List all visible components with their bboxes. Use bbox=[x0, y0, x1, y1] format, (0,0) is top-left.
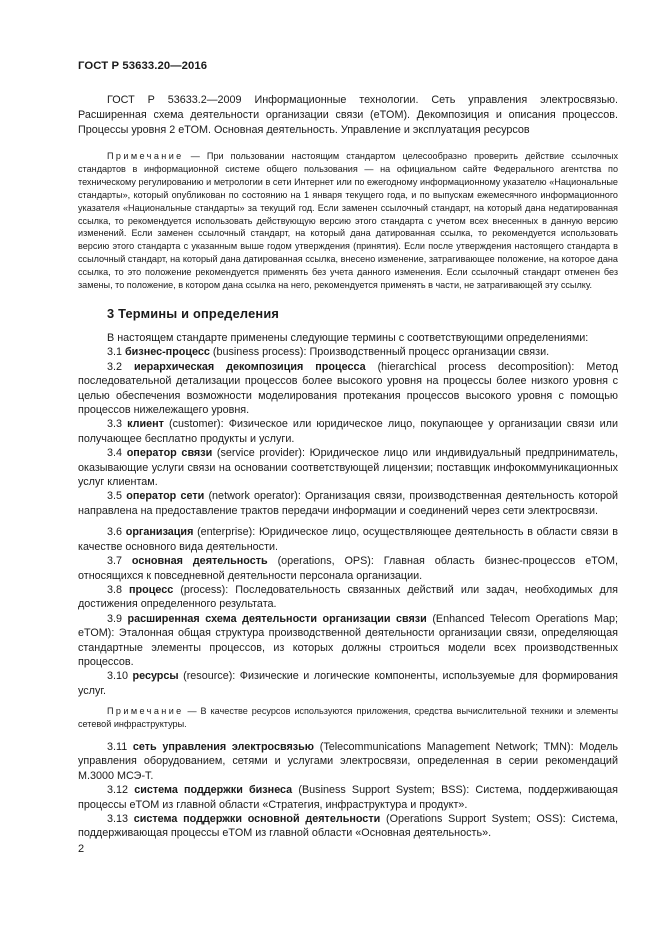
term-3-11: 3.11 сеть управления электросвязью (Telecommunications Management Network; TMN): Модель управления оборудованием, сетями и услугами электросвязи, определенная в серии рекомендаций М.3000 МСЭ-Т. bbox=[78, 740, 619, 782]
terms-list bbox=[78, 331, 618, 841]
term-name: процесс bbox=[129, 583, 174, 596]
term-3-7: 3.7 основная деятельность (operations, OPS): Главная область бизнес-процессов eTOM, относящихся к повседневной деятельности персонала организации. bbox=[78, 555, 618, 582]
document-code-header: ГОСТ Р 53633.20—2016 bbox=[78, 60, 208, 72]
term-name: ресурсы bbox=[132, 670, 179, 683]
term-name: расширенная схема деятельности организации связи bbox=[127, 612, 427, 625]
term-3-6: 3.6 организация (enterprise): Юридическое лицо, осуществляющее деятельность в области связи в качестве основного вида деятельности. bbox=[78, 526, 618, 553]
term-name: организация bbox=[125, 526, 194, 539]
normative-references-note bbox=[78, 150, 618, 292]
note-label: Примечание bbox=[107, 706, 184, 717]
term-3-10: 3.10 ресурсы (resource): Физические и логические компоненты, используемые для формирования услуг. bbox=[78, 670, 618, 697]
term-3-12: 3.12 система поддержки бизнеса (Business Support System; BSS): Система, поддерживающая процессы eTOM из главной области «Стратегия, инфраструктура и продукт». bbox=[78, 784, 619, 811]
note-label: Примечание bbox=[107, 151, 184, 161]
term-3-3: 3.3 клиент (customer): Физическое или юридическое лицо, покупающее у организации связи или получающее бесплатно продукты и услуги. bbox=[78, 418, 619, 445]
reference-standard-entry: ГОСТ Р 53633.2—2009 Информационные технологии. Сеть управления электросвязью. Расширенная схема деятельности организации связи (eTOM). Декомпозиция и описания процессов. Процессы уровня 2 eTOM. Основная деятельность. Управление и эксплуатация ресурсов bbox=[78, 94, 618, 137]
term-3-9: 3.9 расширенная схема деятельности организации связи (Enhanced Telecom Operations Map; eTOM): Эталонная общая структура производственной деятельности организации связи, определяющая стандартные элементы процессов, из которых должны строиться модели всех производственных процессов. bbox=[78, 612, 618, 668]
term-name: оператор связи bbox=[126, 447, 213, 460]
note-text: — В качестве ресурсов используются приложения, средства вычислительной техники и элементы сетевой инфраструктуры. bbox=[78, 706, 618, 730]
term-name: основная деятельность bbox=[131, 555, 268, 568]
resources-note bbox=[78, 705, 618, 731]
page-number: 2 bbox=[78, 843, 85, 855]
term-3-8: 3.8 процесс (process): Последовательность связанных действий или задач, необходимых для достижения определенного результата. bbox=[78, 583, 619, 611]
term-3-1: 3.1 бизнес-процесс (business process): Производственный процесс организации связи. bbox=[107, 346, 550, 359]
term-3-2: 3.2 иерархическая декомпозиция процесса (hierarchical process decomposition): Метод последовательной детализации процессов более высокого уровня на процессы более низкого уровня с целью обеспечения возможности моделирования протекания процессов высокого уровня с помощью процессов нижележащего уровня. bbox=[78, 360, 618, 417]
terms-intro: В настоящем стандарте применены следующие термины с соответствующими определениями: bbox=[107, 332, 589, 344]
term-name: система поддержки основной деятельности bbox=[133, 813, 381, 825]
term-name: клиент bbox=[127, 418, 164, 431]
term-name: оператор сети bbox=[126, 490, 205, 503]
term-3-13: 3.13 система поддержки основной деятельности (Operations Support System; OSS): Система, поддерживающая процессы eTOM из главной области «Основная деятельность». bbox=[78, 813, 619, 840]
term-3-5: 3.5 оператор сети (network operator): Организация связи, производственная деятельность которой направлена на предоставление трактов передачи информации и соединений через сети электросвязи. bbox=[78, 490, 619, 517]
section-title: 3 Термины и определения bbox=[107, 306, 280, 321]
term-name: система поддержки бизнеса bbox=[134, 784, 293, 797]
term-name: сеть управления электросвязью bbox=[132, 740, 315, 753]
term-3-4: 3.4 оператор связи (service provider): Юридическое лицо или индивидуальный предприниматель, оказывающие услуги связи на основании соответствующей лицензии; поставщик инфокоммуникационных услуг клиентам. bbox=[78, 447, 619, 489]
term-name: иерархическая декомпозиция процесса bbox=[134, 360, 366, 373]
note-text: — При пользовании настоящим стандартом целесообразно проверить действие ссылочных стандартов в информационной системе общего пользования — на официальном сайте Федерального агентства по техническому регулированию и метрологии в сети Интернет или по ежегодному информационному указателю «Национальные стандарты», который опубликован по состоянию на 1 января текущего года, и по выпускам ежемесячного информационного указателя «Национальные стандарты» за текущий год. Если заменен ссылочный стандарт, на который дана недатированная ссылка, то рекомендуется использовать действующую версию этого стандарта с учетом всех внесенных в данную версию изменений. Если заменен ссылочный стандарт, на который дана датированная ссылка, то рекомендуется использовать версию этого стандарта с указанным выше годом утверждения (принятия). Если после утверждения настоящего стандарта в ссылочный стандарт, на который дана датированная ссылка, внесено изменение, затрагивающее положение, на которое дана ссылка, то это положение рекомендуется применять без учета данного изменения. Если ссылочный стандарт отменен без замены, то положение, в котором дана ссылка на него, рекомендуется применять в части, не затрагивающей эту ссылку. bbox=[78, 151, 619, 291]
term-name: бизнес-процесс bbox=[125, 346, 210, 359]
